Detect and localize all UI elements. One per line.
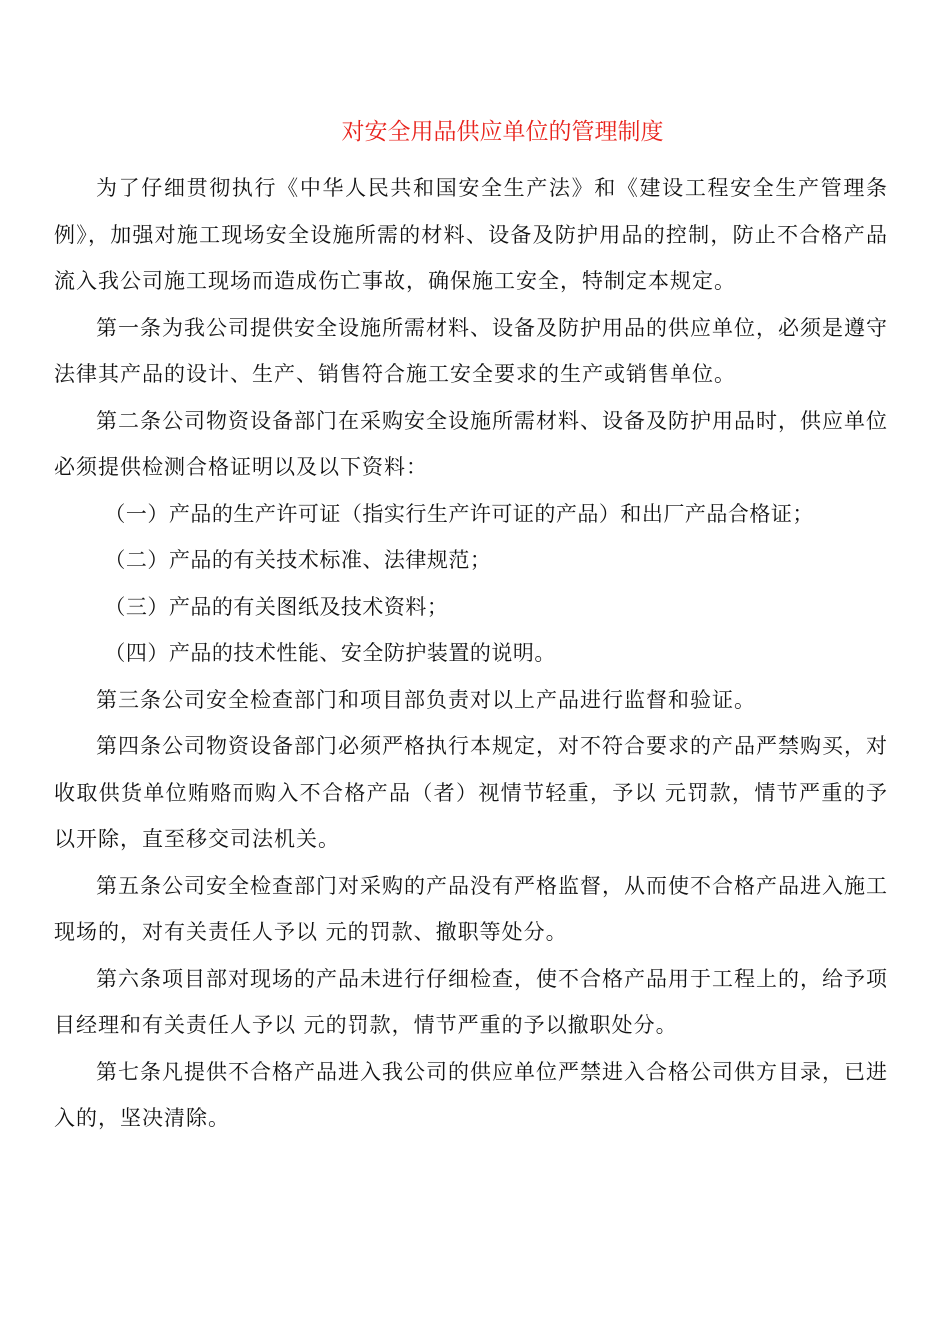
article-7-paragraph: 第七条凡提供不合格产品进入我公司的供应单位严禁进入合格公司供方目录，已进入的，坚决清除。 — [54, 1059, 888, 1130]
article-5-paragraph: 第五条公司安全检查部门对采购的产品没有严格监督，从而使不合格产品进入施工现场的，对有关责任人予以 元的罚款、撤职等处分。 — [54, 873, 888, 944]
article-2-item-3: （三）产品的有关图纸及技术资料； — [104, 594, 449, 619]
article-1-paragraph: 第一条为我公司提供安全设施所需材料、设备及防护用品的供应单位，必须是遵守法律其产品的设计、生产、销售符合施工安全要求的生产或销售单位。 — [54, 315, 888, 386]
article-2-item-2: （二）产品的有关技术标准、法律规范； — [104, 548, 492, 572]
article-6-paragraph: 第六条项目部对现场的产品未进行仔细检查，使不合格产品用于工程上的，给予项目经理和有关责任人予以 元的罚款，情节严重的予以撤职处分。 — [54, 966, 888, 1037]
preamble-paragraph: 为了仔细贯彻执行《中华人民共和国安全生产法》和《建设工程安全生产管理条例》，加强对施工现场安全设施所需的材料、设备及防护用品的控制，防止不合格产品流入我公司施工现场而造成伤亡事故，确保施工安全，特制定本规定。 — [54, 176, 888, 293]
article-4-paragraph: 第四条公司物资设备部门必须严格执行本规定，对不符合要求的产品严禁购买，对收取供货单位贿赂而购入不合格产品（者）视情节轻重，予以 元罚款，情节严重的予以开除，直至移交司法机关。 — [54, 734, 888, 851]
article-3-paragraph: 第三条公司安全检查部门和项目部负责对以上产品进行监督和验证。 — [96, 687, 756, 712]
article-2-item-4: （四）产品的技术性能、安全防护装置的说明。 — [104, 641, 556, 665]
document-body — [54, 165, 888, 1142]
document-title: 对安全用品供应单位的管理制度 — [341, 119, 664, 145]
article-2-paragraph: 第二条公司物资设备部门在采购安全设施所需材料、设备及防护用品时，供应单位必须提供检测合格证明以及以下资料： — [54, 408, 888, 479]
article-2-item-1: （一）产品的生产许可证（指实行生产许可证的产品）和出厂产品合格证； — [104, 501, 814, 526]
